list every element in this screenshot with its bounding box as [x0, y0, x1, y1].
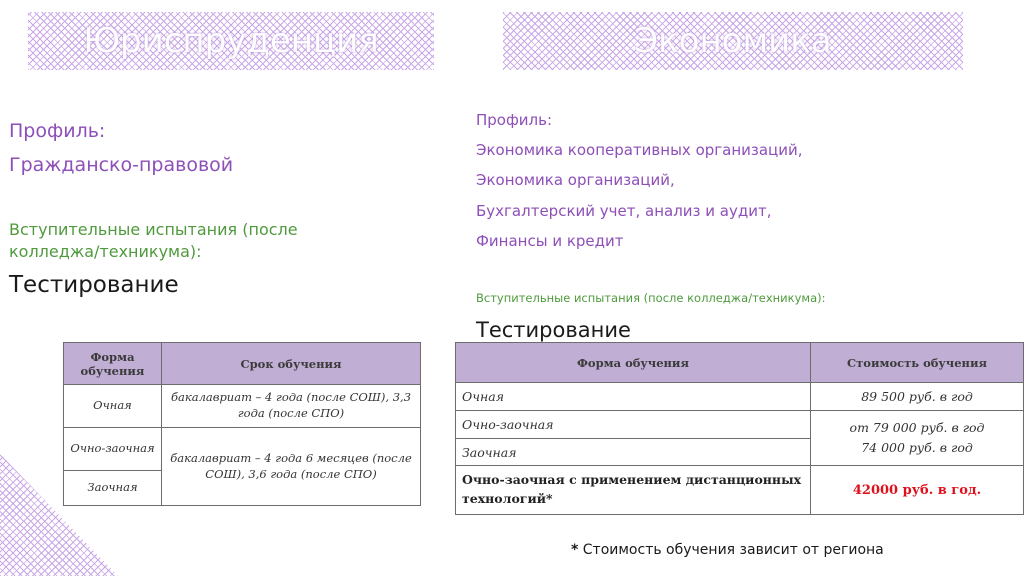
economics-profile-item: Экономика организаций, [476, 171, 675, 189]
banner-law [28, 12, 434, 70]
table-cell-duration: бакалавриат – 4 года (после СОШ), 3,3 года (после СПО) [162, 385, 421, 428]
law-exam-method: Тестирование [9, 272, 179, 298]
table-row [456, 411, 1024, 439]
footnote-text: Стоимость обучения зависит от региона [578, 542, 884, 558]
table-row [456, 383, 1024, 411]
banner-economics [503, 12, 963, 70]
law-study-duration-table [63, 342, 421, 506]
footnote-mark: * [571, 542, 579, 558]
economics-profile-item: Бухгалтерский учет, анализ и аудит, [476, 202, 772, 220]
table-cell-form: Очно-заочная с применением дистанционных технологий* [456, 466, 811, 515]
economics-exam-method: Тестирование [476, 318, 631, 342]
economics-profile-item: Экономика кооперативных организаций, [476, 141, 803, 159]
table-row [456, 466, 1024, 515]
economics-profile-label: Профиль: [476, 111, 553, 129]
table-cell-form: Заочная [64, 471, 162, 506]
table-cell-form: Очно-заочная [64, 428, 162, 471]
law-profile-value: Гражданско-правовой [9, 154, 234, 176]
table-cell-form: Очно-заочная [456, 411, 811, 439]
table-cell-cost-highlight: 42000 руб. в год. [811, 466, 1024, 515]
table-cell-cost [811, 411, 1024, 466]
table-cell-cost: 89 500 руб. в год [811, 383, 1024, 411]
economics-tuition-table [455, 342, 1024, 515]
economics-profile-item: Финансы и кредит [476, 232, 624, 250]
table-row [64, 428, 421, 471]
table-header-duration: Срок обучения [162, 343, 421, 385]
table-header-form: Форма обучения [456, 343, 811, 383]
table-row [64, 385, 421, 428]
table-cell-form: Очная [456, 383, 811, 411]
table-cell-form: Очная [64, 385, 162, 428]
law-profile-label: Профиль: [9, 120, 106, 142]
law-exam-label-line1: Вступительные испытания (после [9, 220, 298, 239]
banner-economics-title: Экономика [634, 21, 832, 61]
law-exam-label-line2: колледжа/техникума): [9, 242, 202, 261]
footnote [571, 542, 884, 558]
table-cell-form: Заочная [456, 439, 811, 466]
economics-exam-label: Вступительные испытания (после колледжа/техникума): [476, 291, 826, 305]
table-header-cost: Стоимость обучения [811, 343, 1024, 383]
table-cell-duration: бакалавриат – 4 года 6 месяцев (после СОШ), 3,6 года (после СПО) [162, 428, 421, 506]
table-header-form: Форма обучения [64, 343, 162, 385]
cost-line: от 79 000 руб. в год [849, 420, 985, 435]
cost-line: 74 000 руб. в год [861, 440, 973, 455]
banner-law-title: Юриспруденция [83, 21, 379, 61]
